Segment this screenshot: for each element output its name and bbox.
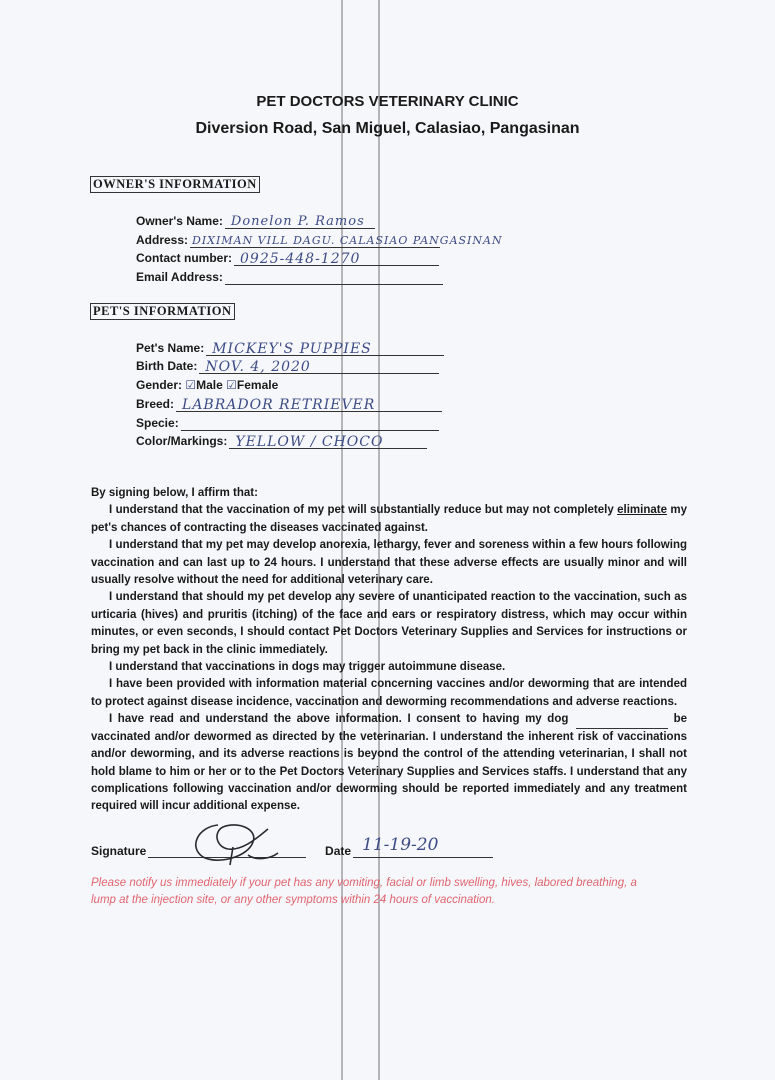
pet-color-field[interactable]	[229, 434, 427, 449]
pet-color-value: YELLOW / CHOCO	[235, 434, 384, 450]
pet-name-row	[136, 340, 444, 356]
owner-email-label: Email Address:	[136, 270, 223, 284]
signature-field[interactable]	[148, 843, 306, 858]
pet-breed-row	[136, 396, 442, 412]
pet-specie-field[interactable]	[181, 416, 439, 431]
pet-breed-value: LABRADOR RETRIEVER	[182, 397, 376, 413]
owner-name-field[interactable]	[225, 214, 375, 229]
pet-color-label: Color/Markings:	[136, 434, 228, 448]
consent-p6-text-end: be vaccinated and/or dewormed as directed by the veterinarian. I understand the inherent risk of vaccinations and/or deworming, and its adverse reactions is beyond the control of the attending veterinarian, I shall not hold blame to him or her or to the Pet Doctors Veterinary Supplies and Services staffs. I understand that any complications following vaccination and/or deworming should be reported immediately and any treatment required will incur additional expense.	[91, 713, 688, 813]
aftercare-notice: Please notify us immediately if your pet has any vomiting, facial or limb swelling, hives, labored breathing, a lump at the injection site, or any other symptoms within 24 hours of vaccination.	[91, 877, 637, 906]
consent-paragraph-3: I understand that should my pet develop any severe of unanticipated reaction to the vaccination, such as urticaria (hives) and pruritis (itching) of the face and ears or respiratory distress, which may occur within minutes, or even seconds, I should contact Pet Doctors Veterinary Supplies and Services for instructions or bring my pet back in the clinic immediately.	[91, 591, 687, 656]
owner-address-label: Address:	[136, 233, 189, 247]
clinic-address: Diversion Road, San Miguel, Calasiao, Pangasinan	[195, 120, 580, 137]
pet-birthdate-value: NOV. 4, 2020	[205, 359, 311, 375]
signature-date-value: 11-19-20	[362, 835, 439, 855]
owner-name-row	[136, 213, 375, 229]
pet-name-label: Pet's Name:	[136, 341, 205, 355]
pet-birthdate-label: Birth Date:	[136, 359, 198, 373]
owner-email-field[interactable]	[225, 270, 443, 285]
consent-paragraph-2: I understand that my pet may develop anorexia, lethargy, fever and soreness within a few hours following vaccination and can last up to 24 hours. I understand that these adverse effects are usually minor and will usually resolve without the need for additional veterinary care.	[91, 539, 687, 587]
pet-specie-row	[136, 415, 439, 431]
owner-contact-value: 0925-448-1270	[240, 251, 361, 267]
pet-specie-label: Specie:	[136, 416, 179, 430]
owner-address-value: DIXIMAN VILL DAGU. CALASIAO PANGASINAN	[192, 234, 503, 247]
owner-contact-label: Contact number:	[136, 251, 232, 265]
owner-address-field[interactable]	[190, 233, 503, 248]
consent-p6-text: I have read and understand the above information. I consent to having my dog	[109, 713, 574, 726]
pet-name-value: MICKEY'S PUPPIES	[212, 341, 372, 357]
owner-contact-field[interactable]	[234, 251, 439, 266]
signature-label: Signature	[91, 844, 147, 858]
owner-address-row	[136, 232, 503, 248]
female-label: Female	[236, 378, 279, 392]
consent-p1-underlined: eliminate	[617, 504, 667, 517]
pet-gender-label: Gender:	[136, 378, 183, 392]
signature-drawing	[178, 817, 288, 867]
pet-birthdate-field[interactable]	[199, 359, 439, 374]
pet-breed-field[interactable]	[176, 397, 442, 412]
consent-paragraph-6	[91, 711, 687, 815]
consent-p1-text-end: my pet's chances of contracting the diseases vaccinated against.	[91, 504, 687, 534]
consent-intro: By signing below, I affirm that:	[91, 487, 258, 499]
male-label: Male	[196, 378, 223, 392]
consent-p1-text: I understand that the vaccination of my pet will substantially reduce but may not completely	[109, 504, 618, 517]
owner-email-row	[136, 269, 443, 285]
owner-contact-row	[136, 250, 439, 266]
pet-gender-row	[136, 377, 278, 393]
female-checkbox[interactable]: ☑	[226, 378, 237, 392]
consent-statement	[91, 485, 687, 816]
pet-section-heading: PET'S INFORMATION	[90, 303, 235, 320]
pet-birthdate-row	[136, 358, 439, 374]
pet-name-field[interactable]	[206, 341, 444, 356]
consent-paragraph-5: I have been provided with information material concerning vaccines and/or deworming that are intended to protect against disease incidence, vaccination and deworming recommendations and adverse reactions.	[91, 678, 687, 708]
owner-name-value: Donelon P. Ramos	[230, 214, 365, 229]
consent-paragraph-1	[91, 502, 687, 537]
owner-section-heading: OWNER'S INFORMATION	[90, 176, 260, 193]
dog-name-field[interactable]	[576, 716, 668, 729]
pet-breed-label: Breed:	[136, 397, 175, 411]
clinic-name: PET DOCTORS VETERINARY CLINIC	[256, 93, 519, 110]
date-label: Date	[325, 844, 352, 858]
male-checkbox[interactable]: ☑	[185, 378, 197, 392]
pet-color-row	[136, 433, 427, 449]
owner-name-label: Owner's Name:	[136, 214, 223, 228]
consent-paragraph-4: I understand that vaccinations in dogs may trigger autoimmune disease.	[109, 661, 506, 674]
